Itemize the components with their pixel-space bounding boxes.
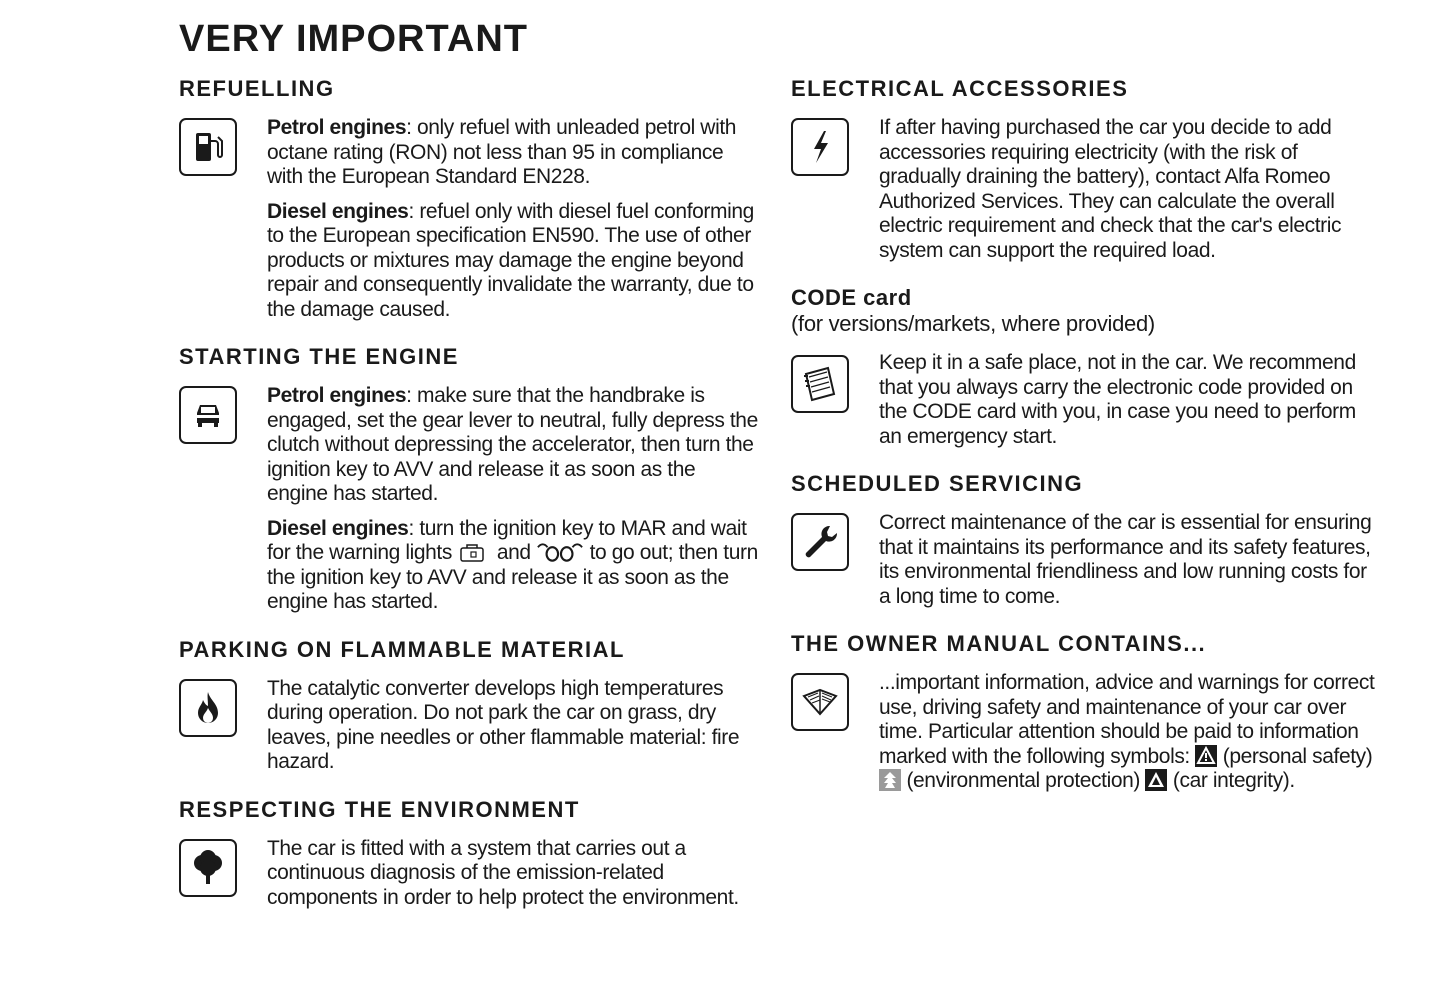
diesel-text: : refuel only with diesel fuel conforming to the European specification EN590. The use of other products or mixtures may damage the engine beyond repair and consequently invalidate the warranty, due to the damage caused.: [267, 199, 754, 321]
code-paragraph: Keep it in a safe place, not in the car. We recommend that you always carry the electronic code provided on the CODE card with you, in case you need to perform an emergency start.: [879, 351, 1356, 448]
environment-section: [179, 797, 759, 921]
refuelling-section: [179, 76, 759, 332]
starting-diesel-label: Diesel engines: [267, 516, 409, 540]
electrical-paragraph: If after having purchased the car you decide to add accessories requiring electricity (with the risk of gradually draining the battery), contact Alfa Romeo Authorized Services. They can calculate the overall electric requirement and check that the car's electric system can support the required load.: [879, 116, 1342, 262]
manual-text: [879, 671, 1381, 804]
starting-diesel-and: and: [496, 541, 531, 564]
page-title: VERY IMPORTANT: [179, 18, 528, 60]
code-subheading: (for versions/markets, where provided): [791, 311, 1155, 336]
environment-text: [267, 837, 759, 921]
parking-section: [179, 637, 759, 785]
starting-heading: STARTING THE ENGINE: [179, 344, 459, 369]
petrol-label: Petrol engines: [267, 116, 407, 139]
code-heading: CODE card: [791, 285, 912, 310]
petrol-text: : only refuel with unleaded petrol with octane rating (RON) not less than 95 in compliance with the European Standard EN228.: [267, 116, 737, 188]
starting-petrol-label: Petrol engines: [267, 384, 407, 407]
manual-section: [791, 631, 1381, 804]
starting-diesel-text-1: : turn the ignition key to MAR and wait for the warning lights: [267, 516, 747, 564]
environment-paragraph: The car is fitted with a system that carries out a continuous diagnosis of the emission-related components in order to help protect the environment.: [267, 836, 739, 909]
servicing-paragraph: Correct maintenance of the car is essential for ensuring that it maintains its performance and its safety features, its environmental friendliness and low running costs for a long time to come.: [879, 511, 1372, 608]
car-front-icon: [179, 386, 237, 444]
right-column: [791, 76, 1381, 816]
servicing-section: [791, 471, 1381, 619]
manual-personal: (personal safety): [1222, 744, 1373, 768]
manual-text-1: ...important information, advice and warnings for correct use, driving safety and maintenance of your car over time. Particular attention should be paid to information marked with the following symbols:: [879, 671, 1375, 768]
starting-diesel-text-2: to go out; then turn the ignition key to AVV and release it as soon as the engine has started.: [267, 541, 758, 613]
starting-petrol-text: : make sure that the handbrake is engaged, set the gear lever to neutral, fully depress the clutch without depressing the accelerator, then turn the ignition key to AVV and release it as soon as the engine has started.: [267, 384, 758, 505]
tree-icon: [179, 839, 237, 897]
left-column: [179, 76, 759, 932]
manual-environmental: (environmental protection): [906, 769, 1140, 792]
open-book-icon: [791, 673, 849, 731]
code-text: [879, 351, 1381, 459]
car-integrity-icon: [1145, 769, 1167, 791]
diesel-label: Diesel engines: [267, 199, 409, 223]
parking-text: [267, 677, 759, 785]
environment-symbol-icon: [879, 769, 901, 791]
wrench-icon: [791, 513, 849, 571]
electrical-section: [791, 76, 1381, 273]
parking-paragraph: The catalytic converter develops high temperatures during operation. Do not park the car on grass, dry leaves, pine needles or other flammable material: fire hazard.: [267, 676, 740, 773]
fuel-pump-icon: [179, 118, 237, 176]
manual-heading: THE OWNER MANUAL CONTAINS...: [791, 631, 1207, 656]
electrical-text: [879, 116, 1381, 273]
refuelling-text: [267, 116, 759, 332]
warning-triangle-icon: [1195, 745, 1217, 767]
servicing-text: [879, 511, 1381, 619]
environment-heading: RESPECTING THE ENVIRONMENT: [179, 796, 580, 822]
electrical-heading: ELECTRICAL ACCESSORIES: [791, 76, 1129, 101]
warning-light-icon: [457, 541, 491, 563]
refuelling-heading: REFUELLING: [179, 76, 335, 101]
parking-heading: PARKING ON FLAMMABLE MATERIAL: [179, 636, 625, 662]
starting-section: [179, 344, 759, 625]
notebook-icon: [791, 355, 849, 413]
manual-car: (car integrity).: [1172, 769, 1295, 792]
code-section: [791, 285, 1381, 459]
starting-text: [267, 384, 759, 625]
servicing-heading: SCHEDULED SERVICING: [791, 471, 1084, 496]
fire-icon: [179, 679, 237, 737]
lightning-icon: [791, 118, 849, 176]
glow-plug-icon: [536, 541, 584, 563]
